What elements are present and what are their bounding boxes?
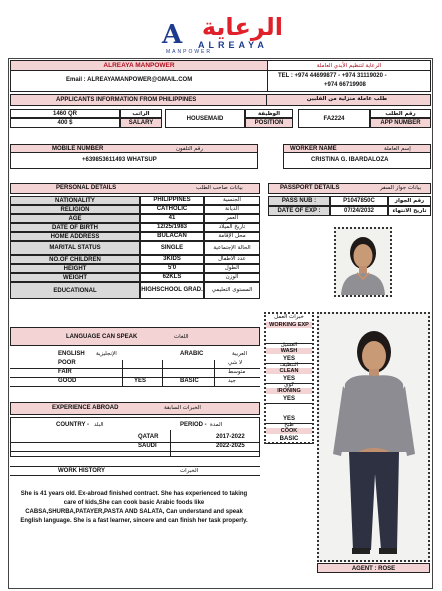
personal-value: SINGLE xyxy=(140,241,204,255)
language-title-ar: اللغات xyxy=(174,334,189,340)
lang-level: FAIR xyxy=(58,369,72,375)
personal-label: WEIGHT xyxy=(10,273,140,282)
salary-usd: 400 $ xyxy=(10,118,120,128)
work-history-text: She is 41 years old. Ex-abroad finished contract. She has experienced to taking care of kids,She can cook basic Arabic foods like CABSA,SHURBA,PATAYER,PASTA AND SALATA, Can understand and speak English language. She is a fast learner, sincere and can finish her task properly. xyxy=(20,491,248,524)
personal-value-ar: الجنسية xyxy=(204,196,260,205)
personal-label: NO.OF CHILDREN xyxy=(10,255,140,264)
personal-value: HIGHSCHOOL GRAD. xyxy=(140,282,204,299)
personal-value-ar: عدد الأطفال xyxy=(204,255,260,264)
lang-col-line xyxy=(162,360,163,387)
lang-level-ar: متوسط xyxy=(228,369,246,375)
lang-level-ar: جيد xyxy=(228,378,236,384)
brand-logo xyxy=(160,14,285,58)
skill-label-ar: كوي xyxy=(284,382,294,388)
skill-row-line xyxy=(266,403,312,404)
email-text: Email : ALREAYAMANPOWER@GMAIL.COM xyxy=(66,77,193,83)
personal-label: EDUCATIONAL xyxy=(10,282,140,299)
experience-title-bar xyxy=(10,402,260,415)
lang-level: GOOD xyxy=(58,378,77,384)
personal-value-ar: العمر xyxy=(204,214,260,223)
lang-row-line xyxy=(10,386,260,387)
skill-label-ar: الغسيل xyxy=(280,342,298,348)
personal-label: AGE xyxy=(10,214,140,223)
personal-value: 12/25/1983 xyxy=(140,223,204,232)
company-name: ALREAYA MANPOWER xyxy=(11,61,267,71)
lang-arabic-ar: العربية xyxy=(232,351,248,357)
lang-level-ar: لا شي xyxy=(228,360,243,366)
experience-country: SAUDI xyxy=(138,443,157,449)
skill-label: IRONING xyxy=(266,388,312,394)
personal-value-ar: الحالة الإجتماعية xyxy=(204,241,260,255)
full-body-photo xyxy=(317,312,430,562)
personal-value: 41 xyxy=(140,214,204,223)
lang-row-line xyxy=(10,368,260,369)
lang-col-line xyxy=(122,360,123,387)
personal-value: PHILIPPINES xyxy=(140,196,204,205)
experience-period: 2022-2025 xyxy=(216,443,245,449)
company-name-ar: الرعاية لتنظيم الأيدي العاملة xyxy=(267,61,430,71)
mobile-label-bar xyxy=(11,145,257,153)
personal-label: RELIGION xyxy=(10,205,140,214)
header-divider xyxy=(267,71,268,91)
app-number-ar: رقم الطلب xyxy=(370,109,431,118)
applicant-title-ar: طلب عاملة منزلية من الفلبين xyxy=(306,96,388,102)
brand-latin-a: A xyxy=(162,20,183,50)
personal-label: MARITAL STATUS xyxy=(10,241,140,255)
title-divider xyxy=(266,94,267,106)
mobile-label-ar: رقم التلفون xyxy=(176,146,204,152)
period-ar: المدة xyxy=(210,422,223,428)
pass-ar: رقم الجواز xyxy=(388,196,431,206)
lang-arabic-mark: BASIC xyxy=(180,378,199,384)
personal-label: NATIONALITY xyxy=(10,196,140,205)
personal-value-ar: المستوى التعليمي xyxy=(204,282,260,299)
skill-label-ar: التنظيف xyxy=(279,362,299,368)
app-number-label: APP NUMBER xyxy=(370,118,431,128)
skill-label: COOK xyxy=(266,428,312,434)
position-value: HOUSEMAID xyxy=(165,109,245,128)
personal-value-ar: الطول xyxy=(204,264,260,273)
personal-value: CATHOLIC xyxy=(140,205,204,214)
passport-title: PASSPORT DETAILS xyxy=(280,185,340,191)
portrait-photo xyxy=(334,227,392,297)
experience-title-ar: الخبرات السابقة xyxy=(164,405,201,411)
personal-label: HEIGHT xyxy=(10,264,140,273)
tel-text-2: +974 66719908 xyxy=(324,82,366,88)
skill-label: CLEAN xyxy=(266,368,312,374)
skill-value: YES xyxy=(282,396,295,402)
tel-text: TEL : +974 44699877 - +974 31119020 - xyxy=(278,73,387,79)
position-label: POSITION xyxy=(245,118,293,128)
personal-label: HOME ADDRESS xyxy=(10,232,140,241)
skill-value: YES xyxy=(282,416,295,422)
skill-value: YES xyxy=(282,356,295,362)
work-history-bar xyxy=(10,466,260,476)
experience-title: EXPERIENCE ABROAD xyxy=(52,405,119,411)
lang-level: POOR xyxy=(58,360,76,366)
experience-country: QATAR xyxy=(138,434,159,440)
lang-english-ar: الإنجليزية xyxy=(96,351,117,357)
exp-value: 07/24/2032 xyxy=(330,206,388,216)
lang-arabic: ARABIC xyxy=(180,351,204,357)
exp-ar: تاريخ الانتهاء xyxy=(388,206,431,216)
mobile-label: MOBILE NUMBER xyxy=(52,146,104,152)
experience-col-line xyxy=(170,430,171,457)
work-history-title: WORK HISTORY xyxy=(58,468,106,474)
country-ar: البلد xyxy=(94,422,104,428)
language-title: LANGUAGE CAN SPEAK xyxy=(66,334,138,340)
experience-row-line xyxy=(10,451,260,452)
lang-english-mark: YES xyxy=(134,378,147,384)
brand-tagline: MANPOWER xyxy=(166,49,212,55)
personal-value-ar: محل الإقامة xyxy=(204,232,260,241)
salary-qr: 1460 QR xyxy=(10,109,120,118)
passport-title-ar: بيانات جواز السفر xyxy=(380,185,422,191)
personal-value-ar: تاريخ الميلاد xyxy=(204,223,260,232)
full-body-figure-icon xyxy=(319,314,428,560)
salary-label: SALARY xyxy=(120,118,162,128)
app-number-value: FA2224 xyxy=(298,109,370,128)
worker-value: CRISTINA G. IBARDALOZA xyxy=(311,157,389,163)
lang-english: ENGLISH xyxy=(58,351,85,357)
skills-title-ar: خبرات العمل xyxy=(274,314,304,320)
experience-period: 2017-2022 xyxy=(216,434,245,440)
personal-title: PERSONAL DETAILS xyxy=(56,185,117,191)
personal-value: BULACAN xyxy=(140,232,204,241)
period-label: PERIOD - xyxy=(180,422,207,428)
worker-label-ar: إسم العاملة xyxy=(384,146,411,152)
brand-arabic: الرعاية xyxy=(201,13,283,41)
personal-value-ar: الديانة xyxy=(204,205,260,214)
pass-value: P1047850C xyxy=(330,196,388,206)
skill-label: WASH xyxy=(266,348,312,354)
brand-latin: ALREAYA xyxy=(198,40,268,50)
portrait-figure-icon xyxy=(336,229,390,295)
personal-title-ar: بيانات صاحب الطلب xyxy=(196,185,243,191)
personal-label: DATE OF BIRTH xyxy=(10,223,140,232)
personal-value: 3KIDS xyxy=(140,255,204,264)
personal-value: 5'0 xyxy=(140,264,204,273)
personal-value-ar: الوزن xyxy=(204,273,260,282)
work-history-title-ar: الخبرات xyxy=(180,468,199,474)
skill-label-ar: طبخ xyxy=(284,422,294,428)
salary-ar: الراتب xyxy=(120,109,162,118)
skill-label: WORKING EXP xyxy=(266,322,312,328)
skill-value: BASIC xyxy=(279,436,299,442)
skill-value: YES xyxy=(282,376,295,382)
pass-label: PASS NUB : xyxy=(268,196,330,206)
country-label: COUNTRY - xyxy=(56,422,89,428)
exp-label: DATE OF EXP : xyxy=(268,206,330,216)
lang-col-line xyxy=(214,360,215,387)
personal-value: 62KLS xyxy=(140,273,204,282)
mobile-value: +639853611493 WHATSUP xyxy=(82,157,157,163)
skill-row-line xyxy=(266,443,312,444)
applicant-title: APPLICANTS INFORMATION FROM PHILIPPINES xyxy=(56,97,197,103)
agent-label: AGENT : ROSE xyxy=(317,563,430,573)
worker-label: WORKER NAME xyxy=(290,146,337,152)
position-ar: الوظيفة xyxy=(245,109,293,118)
